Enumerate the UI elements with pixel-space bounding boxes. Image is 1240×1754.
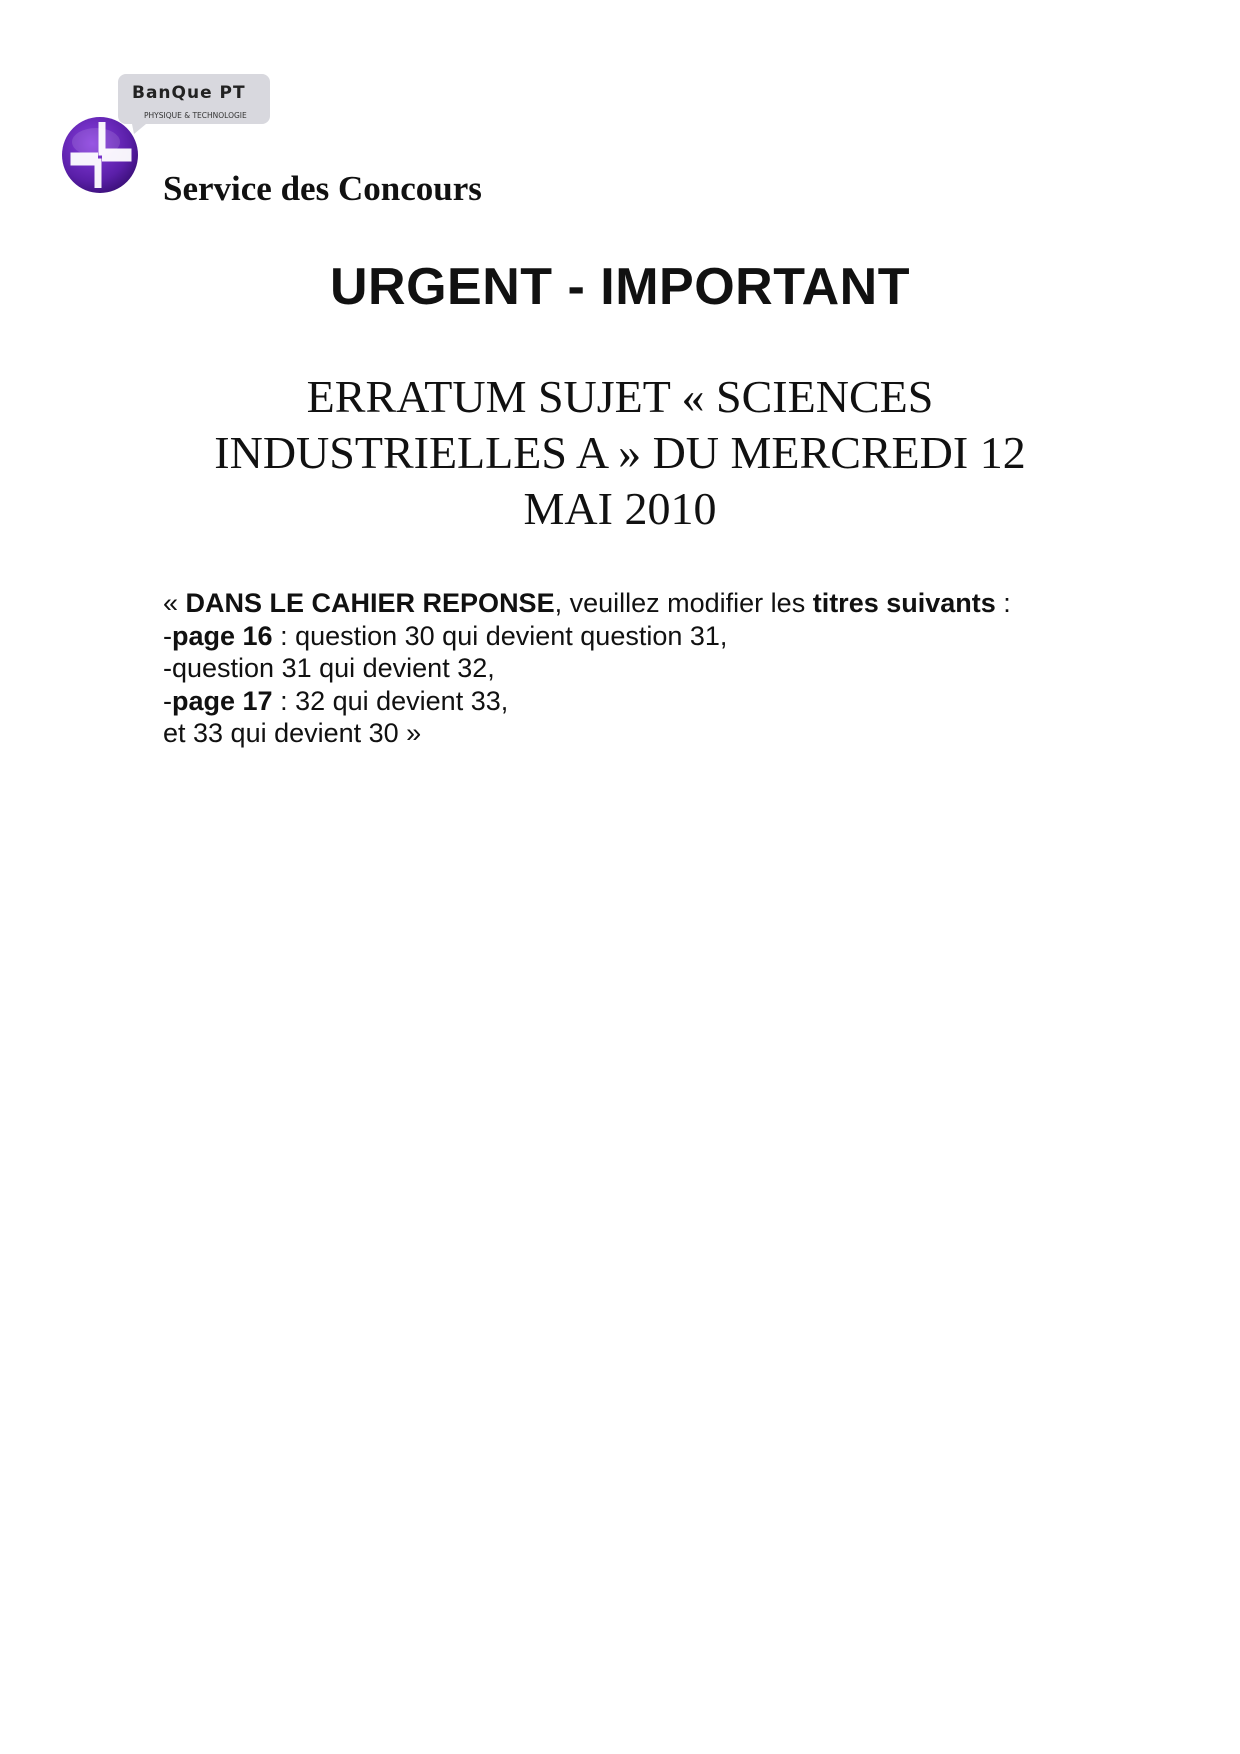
service-title: Service des Concours — [163, 169, 482, 208]
logo-text: BanQue PT — [132, 83, 246, 103]
notice-emphasis: DANS LE CAHIER REPONSE — [185, 588, 555, 618]
headline: URGENT - IMPORTANT — [330, 258, 910, 316]
notice-dash: - — [163, 685, 172, 716]
notice-page-ref: page 17 — [172, 685, 273, 716]
notice-text: : 32 qui devient 33, — [272, 685, 509, 716]
subject-line-1: ERRATUM SUJET « SCIENCES — [306, 371, 934, 422]
notice-line-1 — [163, 587, 1011, 620]
notice-page-ref: page 16 — [172, 620, 273, 651]
notice-line-4 — [163, 685, 1011, 718]
notice-text: , veuillez modifier les — [554, 588, 813, 618]
notice-text: : question 30 qui devient question 31, — [272, 620, 728, 651]
notice-text: : — [995, 588, 1011, 618]
notice-line-5: et 33 qui devient 30 » — [163, 718, 422, 748]
notice-emphasis: titres suivants — [812, 588, 996, 618]
notice-line-3: -question 31 qui devient 32, — [163, 653, 495, 683]
subject-line-3: MAI 2010 — [523, 483, 717, 534]
notice-line-2 — [163, 620, 1011, 653]
erratum-subject — [150, 369, 1090, 537]
notice-dash: - — [163, 620, 172, 651]
logo-subtext: PHYSIQUE & TECHNOLOGIE — [144, 111, 247, 120]
erratum-notice — [163, 587, 1011, 750]
subject-line-2: INDUSTRIELLES A » DU MERCREDI 12 — [214, 427, 1026, 478]
notice-quote-open: « — [163, 588, 186, 618]
